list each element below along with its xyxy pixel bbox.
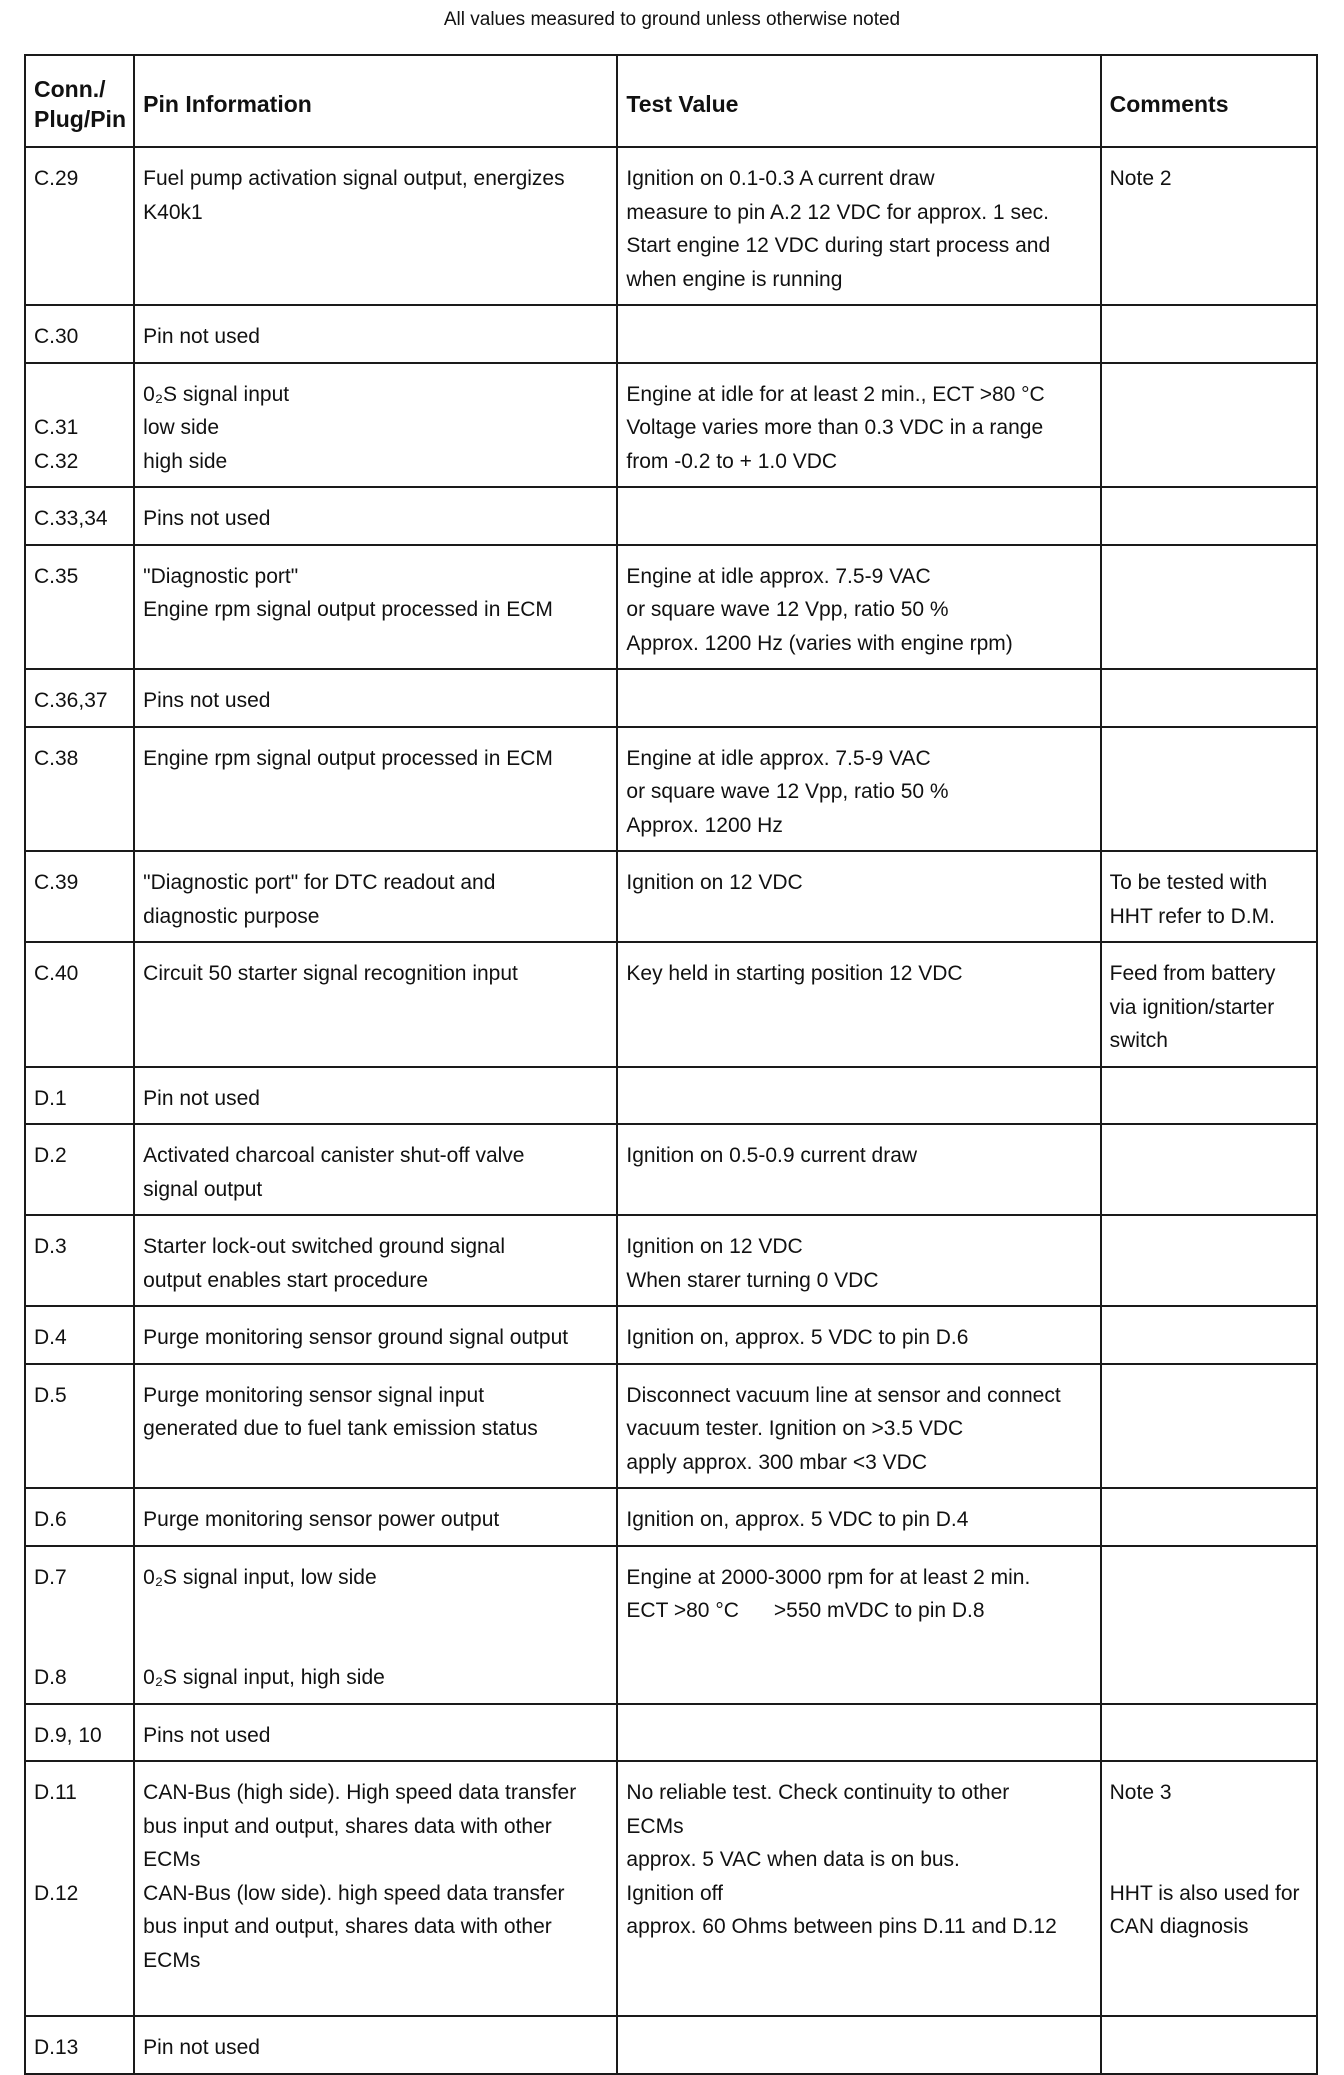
cell-line: Pin not used: [143, 2036, 260, 2059]
cell-line: D.13: [34, 2036, 79, 2059]
table-row: [25, 1488, 1317, 1546]
cell-line: Fuel pump activation signal output, energizes: [143, 167, 565, 190]
cell-line: Ignition on 12 VDC: [626, 871, 803, 894]
cell-line: D.2: [34, 1144, 67, 1167]
test-value-cell: [617, 147, 1100, 305]
pin-cell: [25, 1215, 134, 1306]
header-row: [25, 55, 1317, 147]
pin-info-cell: [134, 487, 617, 545]
header-text: Conn./: [34, 76, 106, 102]
cell-line: [1110, 1810, 1308, 1844]
cell-line: Engine at idle for at least 2 min., ECT >80 °C: [626, 382, 1045, 406]
pin-cell: [25, 363, 134, 488]
pin-cell: [25, 1067, 134, 1125]
comments-cell: [1101, 851, 1317, 942]
cell-line: [34, 1810, 125, 1844]
cell-line: D.8: [34, 1666, 67, 1689]
cell-line: approx. 60 Ohms between pins D.11 and D.12: [626, 1915, 1057, 1938]
cell-line: vacuum tester. Ignition on >3.5 VDC: [626, 1417, 964, 1440]
comments-cell: [1101, 1704, 1317, 1762]
pin-cell: [25, 1546, 134, 1704]
cell-line: C.40: [34, 962, 79, 985]
test-value-cell: [617, 1306, 1100, 1364]
comments-cell: [1101, 305, 1317, 363]
comments-cell: [1101, 1488, 1317, 1546]
pin-info-cell: [134, 1215, 617, 1306]
cell-line: Ignition on 0.5-0.9 current draw: [626, 1144, 918, 1167]
comments-cell: [1101, 1306, 1317, 1364]
table-row: [25, 2016, 1317, 2074]
cell-line: D.9, 10: [34, 1723, 102, 1747]
test-value-cell: [617, 1761, 1100, 2016]
cell-line: or square wave 12 Vpp, ratio 50 %: [626, 598, 949, 621]
cell-line: Purge monitoring sensor signal input: [143, 1383, 485, 1407]
cell-line: high side: [143, 449, 228, 473]
pin-info-cell: [134, 545, 617, 670]
header-pin-information: [134, 55, 617, 147]
comments-cell: [1101, 942, 1317, 1067]
cell-line: [34, 378, 125, 412]
test-value-cell: [617, 363, 1100, 488]
test-value-cell: [617, 1124, 1100, 1215]
table-row: [25, 1067, 1317, 1125]
cell-line: 0₂S signal input, high side: [143, 1666, 385, 1689]
cell-line: [34, 1843, 125, 1877]
cell-line: Note 2: [1109, 167, 1172, 190]
pin-info-cell: [134, 147, 617, 305]
comments-cell: [1101, 363, 1317, 488]
pin-cell: [25, 1704, 134, 1762]
cell-line: HHT refer to D.M.: [1109, 904, 1275, 928]
cell-line: Engine at 2000-3000 rpm for at least 2 min.: [626, 1565, 1031, 1589]
cell-line: Ignition on, approx. 5 VDC to pin D.4: [626, 1508, 969, 1531]
comments-cell: [1101, 1546, 1317, 1704]
cell-line: When starer turning 0 VDC: [626, 1268, 879, 1292]
cell-line: Activated charcoal canister shut-off valve: [143, 1144, 525, 1167]
cell-line: when engine is running: [626, 267, 843, 291]
test-value-cell: [617, 1215, 1100, 1306]
test-value-cell: [617, 487, 1100, 545]
cell-line: Key held in starting position 12 VDC: [626, 962, 963, 985]
cell-line: Pins not used: [143, 507, 271, 530]
table-row: [25, 1364, 1317, 1489]
cell-line: ECMs: [143, 1948, 201, 1972]
table-row: [25, 1124, 1317, 1215]
pin-cell: [25, 545, 134, 670]
cell-line: C.38: [34, 746, 79, 770]
cell-line: measure to pin A.2 12 VDC for approx. 1 sec.: [626, 200, 1049, 224]
comments-cell: [1101, 487, 1317, 545]
pin-info-cell: [134, 669, 617, 727]
comments-cell: [1101, 669, 1317, 727]
pin-info-cell: [134, 851, 617, 942]
cell-line: Ignition on 0.1-0.3 A current draw: [626, 167, 935, 190]
cell-line: Engine rpm signal output processed in ECM: [143, 746, 553, 770]
comments-cell: [1101, 545, 1317, 670]
pin-cell: [25, 2016, 134, 2074]
cell-line: No reliable test. Check continuity to other: [626, 1781, 1010, 1804]
pin-cell: [25, 669, 134, 727]
cell-line: Feed from battery: [1109, 962, 1276, 985]
cell-line: C.31: [34, 416, 79, 439]
cell-line: Circuit 50 starter signal recognition input: [143, 962, 518, 985]
cell-line: CAN diagnosis: [1109, 1915, 1249, 1938]
cell-line: K40k1: [143, 200, 203, 224]
cell-line: Pin not used: [143, 325, 260, 348]
pin-cell: [25, 1364, 134, 1489]
comments-cell: [1101, 1124, 1317, 1215]
table-row: [25, 1215, 1317, 1306]
table-row: [25, 1704, 1317, 1762]
cell-line: Ignition on, approx. 5 VDC to pin D.6: [626, 1326, 969, 1349]
cell-line: ECT >80 °C >550 mVDC to pin D.8: [626, 1599, 985, 1622]
table-row: [25, 147, 1317, 305]
test-value-cell: [617, 1546, 1100, 1704]
comments-cell: [1101, 147, 1317, 305]
table-row: [25, 1761, 1317, 2016]
test-value-cell: [617, 851, 1100, 942]
comments-cell: [1101, 1761, 1317, 2016]
comments-cell: [1101, 727, 1317, 852]
pin-cell: [25, 147, 134, 305]
comments-cell: [1101, 1364, 1317, 1489]
pin-info-cell: [134, 942, 617, 1067]
table-row: [25, 942, 1317, 1067]
cell-line: switch: [1109, 1029, 1168, 1052]
cell-line: 0₂S signal input, low side: [143, 1565, 377, 1589]
cell-line: D.12: [34, 1881, 79, 1905]
cell-line: Ignition off: [626, 1881, 723, 1905]
header-test-value: [617, 55, 1100, 147]
header-comments: [1101, 55, 1317, 147]
cell-line: C.39: [34, 871, 79, 894]
cell-line: [143, 1594, 608, 1628]
pin-cell: [25, 1761, 134, 2016]
cell-line: C.36,37: [34, 689, 108, 712]
test-value-cell: [617, 2016, 1100, 2074]
cell-line: apply approx. 300 mbar <3 VDC: [626, 1450, 927, 1474]
test-value-cell: [617, 1067, 1100, 1125]
cell-line: C.30: [34, 325, 79, 348]
pin-cell: [25, 487, 134, 545]
comments-cell: [1101, 1067, 1317, 1125]
cell-line: [34, 1628, 125, 1662]
test-value-cell: [617, 305, 1100, 363]
pin-cell: [25, 1124, 134, 1215]
table-row: [25, 1306, 1317, 1364]
pin-info-cell: [134, 1364, 617, 1489]
pin-info-cell: [134, 1124, 617, 1215]
table-row: [25, 1546, 1317, 1704]
cell-line: "Diagnostic port": [143, 564, 299, 588]
pin-info-cell: [134, 2016, 617, 2074]
test-value-cell: [617, 942, 1100, 1067]
table-row: [25, 727, 1317, 852]
pin-cell: [25, 851, 134, 942]
cell-line: diagnostic purpose: [143, 904, 320, 928]
test-value-cell: [617, 669, 1100, 727]
pin-cell: [25, 1488, 134, 1546]
pin-info-cell: [134, 1488, 617, 1546]
cell-line: Starter lock-out switched ground signal: [143, 1235, 506, 1258]
cell-line: [143, 1628, 608, 1662]
table-row: [25, 669, 1317, 727]
cell-line: D.4: [34, 1326, 67, 1349]
cell-line: via ignition/starter: [1109, 995, 1275, 1019]
cell-line: [34, 1594, 125, 1628]
pin-info-cell: [134, 1546, 617, 1704]
cell-line: C.33,34: [34, 507, 108, 530]
table-row: [25, 545, 1317, 670]
cell-line: approx. 5 VAC when data is on bus.: [626, 1848, 960, 1871]
cell-line: Start engine 12 VDC during start process and: [626, 234, 1051, 257]
pin-cell: [25, 942, 134, 1067]
cell-line: "Diagnostic port" for DTC readout and: [143, 871, 496, 894]
cell-line: low side: [143, 416, 220, 439]
cell-line: 0₂S signal input: [143, 382, 290, 406]
table-caption: All values measured to ground unless otherwise noted: [443, 9, 901, 30]
cell-line: bus input and output, shares data with other: [143, 1814, 552, 1838]
cell-line: bus input and output, shares data with other: [143, 1915, 552, 1938]
comments-cell: [1101, 2016, 1317, 2074]
cell-line: Disconnect vacuum line at sensor and connect: [626, 1383, 1061, 1407]
test-value-cell: [617, 1364, 1100, 1489]
cell-line: Ignition on 12 VDC: [626, 1235, 803, 1258]
header-conn-plug-pin: [25, 55, 134, 147]
pin-info-cell: [134, 1306, 617, 1364]
test-value-cell: [617, 727, 1100, 852]
cell-line: Pins not used: [143, 689, 271, 712]
pin-info-cell: [134, 363, 617, 488]
pin-cell: [25, 305, 134, 363]
pin-test-table: [24, 54, 1318, 2075]
pin-cell: [25, 1306, 134, 1364]
cell-line: from -0.2 to + 1.0 VDC: [626, 449, 838, 473]
table-row: [25, 851, 1317, 942]
cell-line: signal output: [143, 1177, 263, 1201]
pin-info-cell: [134, 305, 617, 363]
cell-line: C.29: [34, 167, 79, 190]
cell-line: ECMs: [626, 1814, 684, 1838]
header-text: Plug/Pin: [34, 106, 126, 132]
cell-line: CAN-Bus (low side). high speed data transfer: [143, 1881, 565, 1905]
cell-line: Pins not used: [143, 1723, 271, 1747]
cell-line: output enables start procedure: [143, 1268, 429, 1292]
cell-line: Purge monitoring sensor power output: [143, 1508, 500, 1531]
cell-line: Purge monitoring sensor ground signal output: [143, 1326, 569, 1349]
pin-cell: [25, 727, 134, 852]
cell-line: D.7: [34, 1565, 67, 1589]
cell-line: D.11: [34, 1781, 77, 1804]
pin-info-cell: [134, 1704, 617, 1762]
cell-line: [1110, 1843, 1308, 1877]
cell-line: D.5: [34, 1383, 67, 1407]
cell-line: Engine at idle approx. 7.5-9 VAC: [626, 564, 931, 588]
pin-info-cell: [134, 1761, 617, 2016]
cell-line: D.1: [34, 1086, 67, 1110]
cell-line: CAN-Bus (high side). High speed data transfer: [143, 1781, 577, 1804]
test-value-cell: [617, 1488, 1100, 1546]
cell-line: HHT is also used for: [1109, 1881, 1300, 1905]
cell-line: D.6: [34, 1508, 67, 1531]
cell-line: generated due to fuel tank emission status: [143, 1417, 538, 1440]
pin-info-cell: [134, 1067, 617, 1125]
cell-line: Engine at idle approx. 7.5-9 VAC: [626, 746, 931, 770]
cell-line: C.35: [34, 564, 79, 588]
table-row: [25, 305, 1317, 363]
cell-line: Note 3: [1109, 1781, 1172, 1804]
cell-line: Voltage varies more than 0.3 VDC in a range: [626, 416, 1044, 439]
cell-line: Engine rpm signal output processed in ECM: [143, 598, 553, 621]
cell-line: C.32: [34, 449, 79, 473]
cell-line: or square wave 12 Vpp, ratio 50 %: [626, 780, 949, 803]
cell-line: Approx. 1200 Hz: [626, 813, 783, 837]
pin-info-cell: [134, 727, 617, 852]
cell-line: Pin not used: [143, 1086, 260, 1110]
cell-line: ECMs: [143, 1848, 201, 1871]
table-row: [25, 487, 1317, 545]
header-text: Pin Information: [143, 91, 312, 117]
comments-cell: [1101, 1215, 1317, 1306]
cell-line: D.3: [34, 1235, 67, 1258]
test-value-cell: [617, 1704, 1100, 1762]
test-value-cell: [617, 545, 1100, 670]
cell-line: Approx. 1200 Hz (varies with engine rpm): [626, 631, 1013, 655]
cell-line: To be tested with: [1109, 871, 1268, 894]
table-row: [25, 363, 1317, 488]
header-text: Test Value: [626, 91, 739, 117]
header-text: Comments: [1109, 91, 1229, 117]
